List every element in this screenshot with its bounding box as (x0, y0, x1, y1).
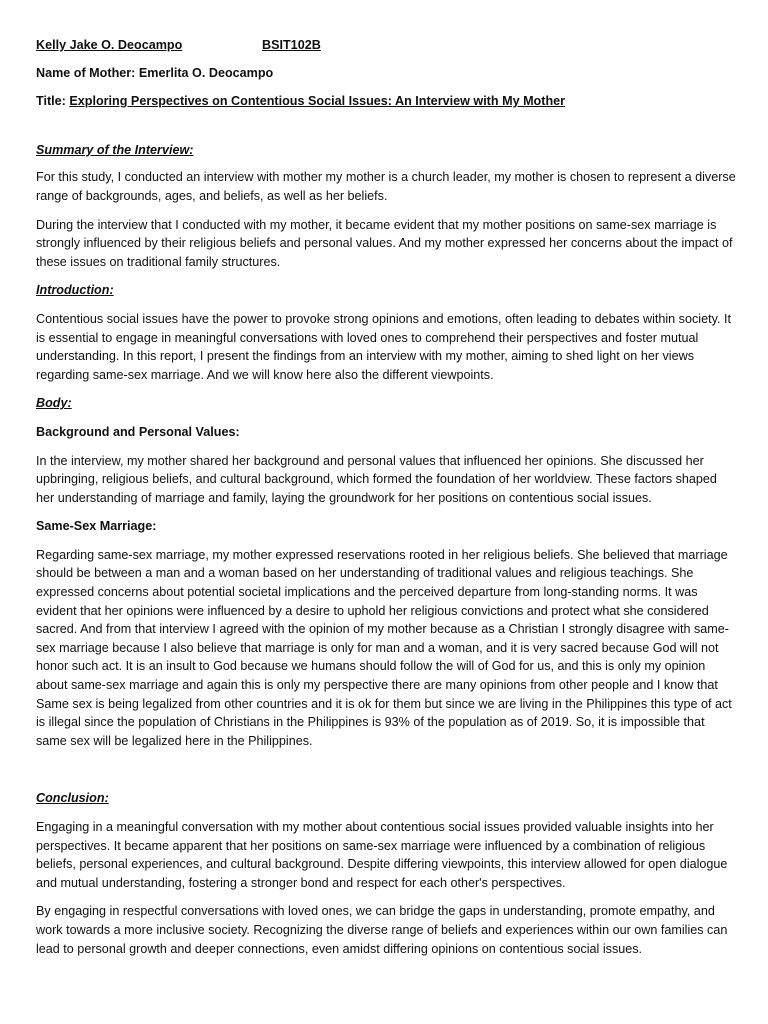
conclusion-paragraph-1: Engaging in a meaningful conversation with my mother about contentious social issues provided valuable insights into her perspectives. It became apparent that her positions on same-sex marriage were influenced by a combination of religious beliefs, personal experiences, and cultural background. Despite differing viewpoints, this interview allowed for open dialogue and mutual understanding, fostering a stronger bond and respect for each other's perspectives. (36, 820, 728, 890)
summary-heading: Summary of the Interview: (36, 142, 194, 157)
background-heading: Background and Personal Values: (36, 424, 240, 439)
author-line (36, 36, 736, 55)
summary-paragraph-2: During the interview that I conducted with my mother, it became evident that my mother positions on same-sex marriage is strongly influenced by their religious beliefs and personal values. And my mother expressed her concerns about the impact of these issues on traditional family structures. (36, 217, 733, 269)
title-line (36, 92, 736, 111)
mother-name: Name of Mother: Emerlita O. Deocampo (36, 65, 274, 80)
title-label: Title: (36, 94, 70, 109)
introduction-paragraph: Contentious social issues have the power to provoke strong opinions and emotions, often leading to debates within society. It is essential to engage in meaningful conversations with loved ones to comprehend their perspectives and foster mutual understanding. In this report, I present the findings from an interview with my mother, aiming to shed light on her views regarding same-sex marriage. And we will know here also the different viewpoints. (36, 311, 731, 382)
introduction-heading: Introduction: (36, 283, 114, 298)
conclusion-heading: Conclusion: (36, 791, 109, 806)
same-sex-marriage-heading: Same-Sex Marriage: (36, 519, 157, 534)
summary-paragraph-1: For this study, I conducted an interview with mother my mother is a church leader, my mother is chosen to represent a diverse range of backgrounds, ages, and beliefs, as well as her beliefs. (36, 170, 736, 203)
conclusion-paragraph-2: By engaging in respectful conversations with loved ones, we can bridge the gaps in understanding, promote empathy, and work towards a more inclusive society. Recognizing the diverse range of beliefs and experiences within our own families can lead to personal growth and deeper connections, even amidst differing opinions on contentious social issues. (36, 904, 728, 956)
body-heading: Body: (36, 396, 72, 411)
background-paragraph: In the interview, my mother shared her background and personal values that influenced her opinions. She discussed her upbringing, religious beliefs, and cultural background, which formed the foundation of her worldview. These factors shaped her understanding of marriage and family, laying the groundwork for her positions on contentious social issues. (36, 453, 717, 505)
document-title: Exploring Perspectives on Contentious Social Issues: An Interview with My Mother (69, 94, 566, 109)
section-code: BSIT102B (262, 38, 321, 52)
document-page (36, 36, 736, 958)
same-sex-marriage-paragraph: Regarding same-sex marriage, my mother expressed reservations rooted in her religious beliefs. She believed that marriage should be between a man and a woman based on her understanding of traditional values and religious teachings. She expressed concerns about potential societal implications and the perceived departure from long-standing norms. It was evident that her opinions were influenced by a desire to uphold her religious convictions and protect what she considered sacred. And from that interview I agreed with the opinion of my mother because as a Christian I strongly disagree with same-sex marriage because I also believe that marriage is only for man and a woman, and it is very sacred because God will not honor such act. It is an insult to God because we humans should follow the will of God for us, and this is only my opinion about same-sex marriage and again this is only my perspective there are many opinions from other people and I know that Same sex is being legalized from other countries and it is ok for them but since we are living in the Philippines this type of act is illegal since the population of Christians in the Philippines is 93% of the population as of 2019. So, it is impossible that same sex will be legalized here in the Philippines. (36, 547, 732, 748)
author-name: Kelly Jake O. Deocampo (36, 38, 183, 52)
